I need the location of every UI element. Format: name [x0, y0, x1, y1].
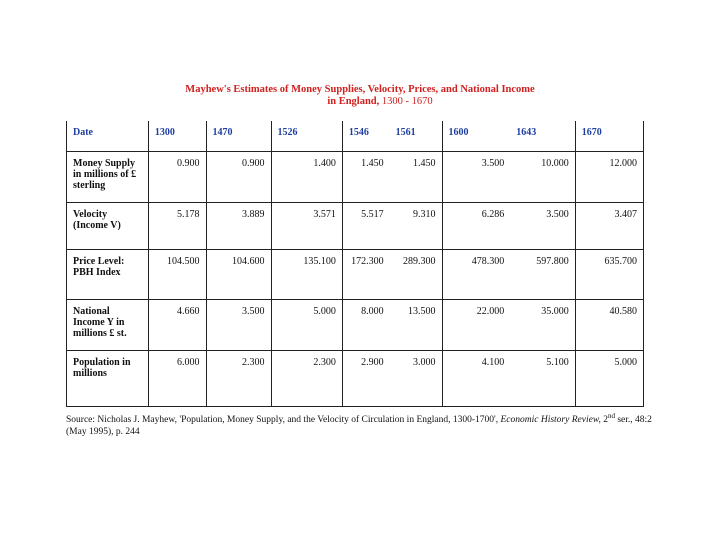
source-suffix-pre: 2 — [600, 415, 608, 426]
table-cell: 5.100 — [510, 351, 575, 407]
table-cell: 6.286 — [442, 203, 510, 250]
header-year: 1643 — [510, 121, 575, 152]
table-cell: 2.300 — [271, 351, 342, 407]
header-year: 1470 — [206, 121, 271, 152]
table-cell: 135.100 — [271, 250, 342, 300]
header-year: 1526 — [271, 121, 342, 152]
title-line-1: Mayhew's Estimates of Money Supplies, Velocity, Prices, and National Income — [185, 84, 535, 95]
table-cell: 478.300 — [442, 250, 510, 300]
row-label-line: in millions of £ — [73, 169, 137, 180]
table-cell: 3.500 — [510, 203, 575, 250]
source-prefix: Source: Nicholas J. Mayhew, 'Population, Money Supply, and the Velocity of Circulation in England, 1300-1700', — [66, 415, 499, 426]
row-label — [67, 152, 149, 203]
table-cell: 13.500 — [390, 300, 442, 351]
row-label-line: Population in — [73, 357, 131, 368]
table-row-money-supply — [67, 152, 644, 203]
table-cell: 1.450 — [342, 152, 389, 203]
source-citation — [66, 410, 666, 438]
table-cell: 5.000 — [575, 351, 643, 407]
row-label-line: PBH Index — [73, 267, 121, 278]
row-label — [67, 351, 149, 407]
table-cell: 3.500 — [442, 152, 510, 203]
estimates-table — [66, 121, 644, 407]
table-cell: 289.300 — [390, 250, 442, 300]
table-row-velocity — [67, 203, 644, 250]
row-label-line: Price Level: — [73, 256, 125, 267]
row-label-line: Income Y in — [73, 317, 125, 328]
header-year: 1670 — [575, 121, 643, 152]
table-cell: 104.600 — [206, 250, 271, 300]
source-suffix-post: ser., 48:2 (May 1995), p. 244 — [66, 415, 652, 438]
row-label — [67, 203, 149, 250]
header-year: 1600 — [442, 121, 510, 152]
table-cell: 3.500 — [206, 300, 271, 351]
header-row — [67, 121, 644, 152]
header-year: 1561 — [390, 121, 442, 152]
table-cell: 2.900 — [342, 351, 389, 407]
source-journal: Economic History Review, — [500, 415, 601, 426]
table-cell: 35.000 — [510, 300, 575, 351]
row-label-line: Money Supply — [73, 158, 135, 169]
table-cell: 635.700 — [575, 250, 643, 300]
row-label-line: Velocity — [73, 209, 108, 220]
row-label-line: millions — [73, 368, 107, 379]
header-year: 1300 — [148, 121, 206, 152]
table-cell: 4.100 — [442, 351, 510, 407]
table-row-national-income — [67, 300, 644, 351]
table-cell: 10.000 — [510, 152, 575, 203]
source-sup: nd — [607, 412, 615, 420]
row-label-line: (Income V) — [73, 220, 121, 231]
row-label — [67, 300, 149, 351]
table-cell: 22.000 — [442, 300, 510, 351]
table-row-population — [67, 351, 644, 407]
row-label — [67, 250, 149, 300]
table-row-price-level — [67, 250, 644, 300]
table-cell: 104.500 — [148, 250, 206, 300]
table-cell: 1.400 — [271, 152, 342, 203]
table-cell: 3.889 — [206, 203, 271, 250]
title-line-2 — [150, 96, 570, 108]
table-cell: 0.900 — [206, 152, 271, 203]
table-cell: 12.000 — [575, 152, 643, 203]
table-cell: 3.407 — [575, 203, 643, 250]
table-cell: 3.000 — [390, 351, 442, 407]
row-label-line: millions £ st. — [73, 328, 127, 339]
table-cell: 8.000 — [342, 300, 389, 351]
table-cell: 5.000 — [271, 300, 342, 351]
row-label-line: National — [73, 306, 110, 317]
table-cell: 9.310 — [390, 203, 442, 250]
header-year: 1546 — [342, 121, 389, 152]
table-cell: 0.900 — [148, 152, 206, 203]
table-cell: 597.800 — [510, 250, 575, 300]
table-title — [150, 84, 570, 108]
table-cell: 1.450 — [390, 152, 442, 203]
row-label-line: sterling — [73, 180, 106, 191]
table-cell: 2.300 — [206, 351, 271, 407]
header-date-label: Date — [67, 121, 149, 152]
title-line-2-range: 1300 - 1670 — [379, 96, 433, 107]
table-cell: 5.517 — [342, 203, 389, 250]
table-cell: 3.571 — [271, 203, 342, 250]
table-cell: 172.300 — [342, 250, 389, 300]
table-cell: 40.580 — [575, 300, 643, 351]
title-line-2-bold: in England, — [327, 96, 380, 107]
table-cell: 6.000 — [148, 351, 206, 407]
table-cell: 5.178 — [148, 203, 206, 250]
table-cell: 4.660 — [148, 300, 206, 351]
